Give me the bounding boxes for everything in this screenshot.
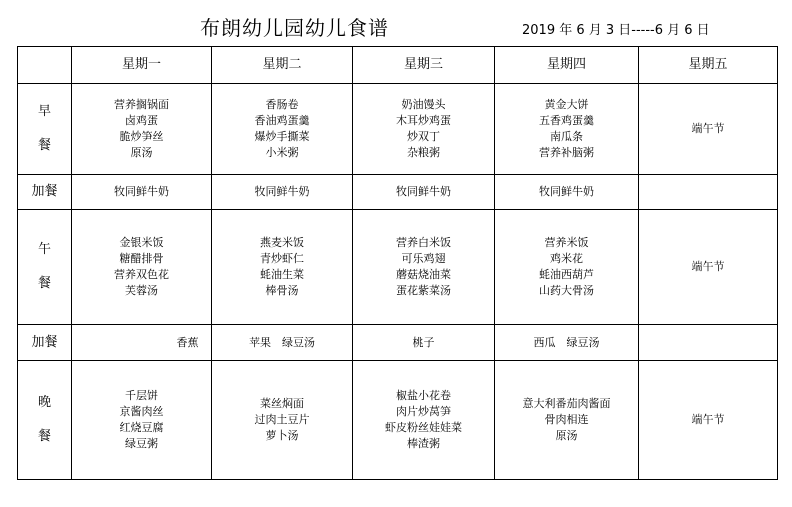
dish-item: 杂粮粥 xyxy=(407,146,440,159)
dish-item: 木耳炒鸡蛋 xyxy=(396,114,451,127)
menu-cell-snack-morning-tue: 牧同鲜牛奶 xyxy=(212,175,353,210)
dish-item: 蚝油生菜 xyxy=(260,268,304,281)
menu-cell-lunch-thu xyxy=(495,210,639,325)
menu-cell-snack-morning-mon: 牧同鲜牛奶 xyxy=(72,175,212,210)
dish-item: 青炒虾仁 xyxy=(260,252,304,265)
dish-item: 意大利番茄肉酱面 xyxy=(522,397,611,410)
menu-cell-breakfast-mon xyxy=(72,84,212,175)
header-day: 星期二 xyxy=(212,47,353,84)
dish-item: 香油鸡蛋羹 xyxy=(254,114,310,127)
meal-label-snack-afternoon: 加餐 xyxy=(18,325,72,361)
menu-cell-snack-afternoon-mon: 香蕉 xyxy=(72,325,212,361)
lunch-row xyxy=(18,210,778,325)
menu-cell-snack-afternoon-wed: 桃子 xyxy=(353,325,495,361)
menu-cell-dinner-fri xyxy=(639,361,778,480)
corner-cell xyxy=(18,47,72,84)
snack-morning-row xyxy=(18,175,778,210)
dish-item: 虾皮粉丝娃娃菜 xyxy=(385,421,462,434)
dish-item: 芙蓉汤 xyxy=(125,284,158,297)
meal-label-lunch: 午 餐 xyxy=(18,210,72,325)
dish-item: 香肠卷 xyxy=(265,98,299,111)
menu-cell-snack-afternoon-thu: 西瓜 绿豆汤 xyxy=(495,325,639,361)
dish-item: 山药大骨汤 xyxy=(539,284,594,297)
dish-item: 炒双丁 xyxy=(407,130,440,143)
dish-item: 营养米饭 xyxy=(544,236,589,249)
dish-item: 端午节 xyxy=(691,260,725,273)
dish-item: 营养白米饭 xyxy=(396,236,451,249)
dish-item: 营养搁锅面 xyxy=(114,98,169,111)
dish-item: 卤鸡蛋 xyxy=(125,114,158,127)
dish-item: 肉片炒莴笋 xyxy=(396,405,451,418)
dish-item: 端午节 xyxy=(691,413,725,426)
page-title: 布朗幼儿园幼儿食谱 xyxy=(200,16,389,40)
dish-item: 鸡米花 xyxy=(550,252,583,265)
menu-cell-breakfast-tue xyxy=(212,84,353,175)
dish-item: 菜丝焖面 xyxy=(260,397,304,410)
header-day: 星期三 xyxy=(353,47,495,84)
dish-item: 爆炒手撕菜 xyxy=(254,130,310,143)
dish-item: 蘑菇烧油菜 xyxy=(396,268,451,281)
dish-item: 脆炒笋丝 xyxy=(119,130,164,143)
menu-table xyxy=(17,46,778,480)
menu-cell-breakfast-wed xyxy=(353,84,495,175)
menu-cell-dinner-wed xyxy=(353,361,495,480)
date-range: 2019 年 6 月 3 日-----6 月 6 日 xyxy=(522,23,710,38)
dish-item: 五香鸡蛋羹 xyxy=(539,114,594,127)
dish-item: 蛋花紫菜汤 xyxy=(396,284,451,297)
dish-item: 过肉土豆片 xyxy=(254,413,310,426)
header-day: 星期一 xyxy=(72,47,212,84)
snack-afternoon-row xyxy=(18,325,778,361)
dish-item: 营养补脑粥 xyxy=(539,146,594,159)
header-day: 星期五 xyxy=(639,47,778,84)
dish-item: 可乐鸡翅 xyxy=(401,252,446,265)
menu-cell-breakfast-fri xyxy=(639,84,778,175)
dish-item: 金银米饭 xyxy=(119,236,164,249)
menu-cell-snack-morning-thu: 牧同鲜牛奶 xyxy=(495,175,639,210)
dish-item: 萝卜汤 xyxy=(265,429,299,442)
header-day: 星期四 xyxy=(495,47,639,84)
dish-item: 棒渣粥 xyxy=(407,437,440,450)
menu-cell-lunch-fri xyxy=(639,210,778,325)
menu-cell-breakfast-thu xyxy=(495,84,639,175)
dish-item: 南瓜条 xyxy=(550,130,583,143)
menu-cell-dinner-tue xyxy=(212,361,353,480)
menu-cell-lunch-wed xyxy=(353,210,495,325)
dish-item: 蚝油西葫芦 xyxy=(539,268,594,281)
dinner-row xyxy=(18,361,778,480)
menu-cell-dinner-mon xyxy=(72,361,212,480)
dish-item: 椒盐小花卷 xyxy=(396,389,451,402)
menu-cell-dinner-thu xyxy=(495,361,639,480)
menu-cell-snack-morning-wed: 牧同鲜牛奶 xyxy=(353,175,495,210)
dish-item: 燕麦米饭 xyxy=(260,236,304,249)
dish-item: 糖醋排骨 xyxy=(119,252,164,265)
dish-item: 京酱肉丝 xyxy=(119,405,164,418)
dish-item: 原汤 xyxy=(555,429,578,442)
menu-cell-snack-afternoon-tue: 苹果 绿豆汤 xyxy=(212,325,353,361)
dish-item: 奶油馒头 xyxy=(401,98,446,111)
dish-item: 营养双色花 xyxy=(114,268,169,281)
menu-cell-lunch-tue xyxy=(212,210,353,325)
menu-cell-snack-afternoon-fri xyxy=(639,325,778,361)
header-row xyxy=(18,47,778,84)
dish-item: 骨肉相连 xyxy=(544,413,589,426)
meal-label-dinner: 晚 餐 xyxy=(18,361,72,480)
meal-label-breakfast: 早 餐 xyxy=(18,84,72,175)
dish-item: 小米粥 xyxy=(265,146,299,159)
dish-item: 原汤 xyxy=(130,146,153,159)
breakfast-row xyxy=(18,84,778,175)
dish-item: 红烧豆腐 xyxy=(119,421,164,434)
menu-cell-snack-morning-fri xyxy=(639,175,778,210)
dish-item: 绿豆粥 xyxy=(125,437,158,450)
dish-item: 黄金大饼 xyxy=(544,98,589,111)
meal-label-snack-morning: 加餐 xyxy=(18,175,72,210)
dish-item: 棒骨汤 xyxy=(265,284,299,297)
dish-item: 千层饼 xyxy=(125,389,158,402)
dish-item: 端午节 xyxy=(691,122,725,135)
menu-cell-lunch-mon xyxy=(72,210,212,325)
